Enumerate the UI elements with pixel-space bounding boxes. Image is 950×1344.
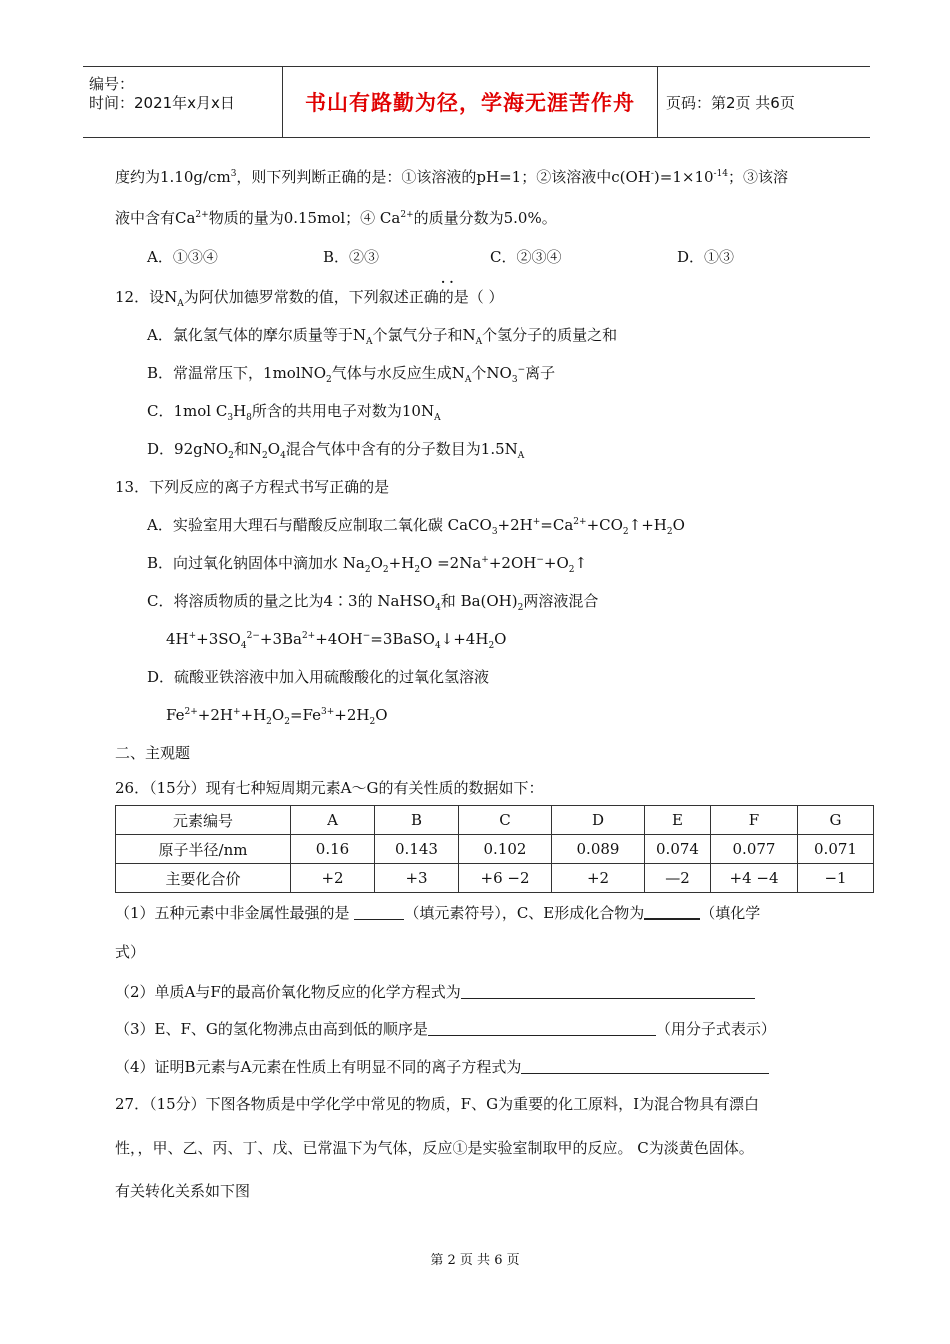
q13-option-d: D．硫酸亚铁溶液中加入用硫酸酸化的过氧化氢溶液 bbox=[147, 668, 490, 686]
table-cell: +2 bbox=[291, 864, 375, 893]
answer-blank[interactable] bbox=[354, 905, 404, 920]
q26-stem: 26．（15分）现有七种短周期元素A～G的有关性质的数据如下： bbox=[115, 779, 544, 797]
q27-line3: 有关转化关系如下图 bbox=[115, 1182, 251, 1200]
table-cell: 0.102 bbox=[459, 835, 552, 864]
table-cell: −1 bbox=[798, 864, 874, 893]
table-cell: 0.074 bbox=[645, 835, 711, 864]
date-label: 时间：2021年x月x日 bbox=[89, 94, 235, 112]
table-cell: 原子半径/nm bbox=[116, 835, 291, 864]
table-cell: 0.089 bbox=[552, 835, 645, 864]
q13-option-d-equation: $Fe^{2+}+2H^++H_2O_2=Fe^{3+}+2H_2O$ bbox=[166, 706, 388, 727]
q26-part4: （4）证明B元素与A元素在性质上有明显不同的离子方程式为 bbox=[115, 1059, 769, 1075]
q11-line2: 液中含有$Ca^{2+}$物质的量为0.15mol；④ $Ca^{2+}$的质量分数为5.0%。 bbox=[115, 209, 557, 227]
table-cell: G bbox=[798, 806, 874, 835]
q26-part1: （1）五种元素中非金属性最强的是 （填元素符号），C、E形成化合物为 （填化学 bbox=[115, 904, 761, 922]
table-cell: +2 bbox=[552, 864, 645, 893]
header-info-cell bbox=[83, 67, 283, 137]
q13-option-a: A．实验室用大理石与醋酸反应制取二氧化碳 $CaCO_3+2H^+=Ca^{2+}+CO_2↑+H_2O$ bbox=[147, 516, 685, 537]
q27-line2: 性，，甲、乙、丙、丁、戊、已常温下为气体，反应①是实验室制取甲的反应。 C为淡黄色固体。 bbox=[115, 1139, 754, 1157]
answer-blank[interactable] bbox=[644, 904, 700, 920]
table-cell: E bbox=[645, 806, 711, 835]
table-cell: —2 bbox=[645, 864, 711, 893]
table-cell: 0.143 bbox=[375, 835, 459, 864]
q11-option-d: D．①③ bbox=[677, 248, 735, 266]
q13-option-c: C．将溶质物质的量之比为4∶3的 NaHSO$_4$和 $Ba(OH)_2$两溶液混合 bbox=[147, 592, 599, 613]
answer-blank[interactable] bbox=[428, 1021, 656, 1036]
page-header bbox=[83, 66, 870, 138]
q11-line1: 度约为$1.10g/cm^3$，则下列判断正确的是：①该溶液的pH=1；②该溶液中$c(OH^-)=1\times 10^{-14}$；③该溶 bbox=[115, 168, 789, 186]
table-row bbox=[116, 835, 874, 864]
table-cell: B bbox=[375, 806, 459, 835]
table-cell: +3 bbox=[375, 864, 459, 893]
table-cell: D bbox=[552, 806, 645, 835]
q11-option-c: C．②③④ bbox=[490, 248, 562, 266]
q26-part3: （3）E、F、G的氢化物沸点由高到低的顺序是 （用分子式表示） bbox=[115, 1020, 776, 1038]
table-cell: 元素编号 bbox=[116, 806, 291, 835]
element-data-table bbox=[115, 805, 874, 893]
page-number-label: 页码：第2页 共6页 bbox=[666, 93, 795, 112]
table-cell: F bbox=[711, 806, 798, 835]
q26-part1-cont: 式） bbox=[115, 943, 146, 961]
table-cell: +6 −2 bbox=[459, 864, 552, 893]
q27-line1: 27．（15分）下图各物质是中学化学中常见的物质，F、G为重要的化工原料，I为混合物具有漂白 bbox=[115, 1095, 759, 1113]
emphasis-dots: · · bbox=[441, 275, 454, 289]
answer-blank[interactable] bbox=[461, 984, 755, 999]
q12-option-a: A．氯化氢气体的摩尔质量等于$N_A$个氯气分子和$N_A$个氢分子的质量之和 bbox=[147, 326, 618, 347]
q13-option-b: B．向过氧化钠固体中滴加水 $Na_2O_2+H_2O$ $=2Na^++2OH^-+O_2↑$ bbox=[147, 554, 588, 575]
q13-stem: 13．下列反应的离子方程式书写正确的是 bbox=[115, 478, 390, 496]
q12-option-c: C．1mol $C_3H_8$所含的共用电子对数为$10N_A$ bbox=[147, 402, 441, 423]
page-footer: 第 2 页 共 6 页 bbox=[430, 1253, 520, 1268]
table-cell: +4 −4 bbox=[711, 864, 798, 893]
section-heading: 二、主观题 bbox=[115, 744, 191, 762]
q12-option-b: B．常温常压下，1molNO$_2$气体与水反应生成$N_A$个$NO_3^-$离子 bbox=[147, 364, 556, 385]
q13-option-c-equation: $4H^++3SO_4^{2-}+3Ba^{2+}+4OH^-=3BaSO_4↓+4H_2O$ bbox=[166, 630, 507, 651]
table-row bbox=[116, 864, 874, 893]
table-cell: A bbox=[291, 806, 375, 835]
q12-stem: 12．设$N_A$为阿伏加德罗常数的值，下列叙述正确的是（ ） bbox=[115, 288, 504, 309]
serial-label: 编号： bbox=[89, 75, 135, 93]
table-cell: 0.071 bbox=[798, 835, 874, 864]
table-cell: 0.077 bbox=[711, 835, 798, 864]
table-header-row bbox=[116, 806, 874, 835]
q12-option-d: D．92gNO$_2$和$N_2O_4$混合气体中含有的分子数目为$1.5N_A$ bbox=[147, 440, 525, 461]
table-cell: C bbox=[459, 806, 552, 835]
q11-option-a: A．①③④ bbox=[147, 248, 218, 266]
table-cell: 主要化合价 bbox=[116, 864, 291, 893]
table-cell: 0.16 bbox=[291, 835, 375, 864]
q26-part2: （2）单质A与F的最高价氧化物反应的化学方程式为 bbox=[115, 984, 755, 1000]
answer-blank[interactable] bbox=[521, 1059, 769, 1074]
header-motto: 书山有路勤为径，学海无涯苦作舟 bbox=[283, 67, 658, 137]
q11-option-b: B．②③ bbox=[323, 248, 380, 266]
